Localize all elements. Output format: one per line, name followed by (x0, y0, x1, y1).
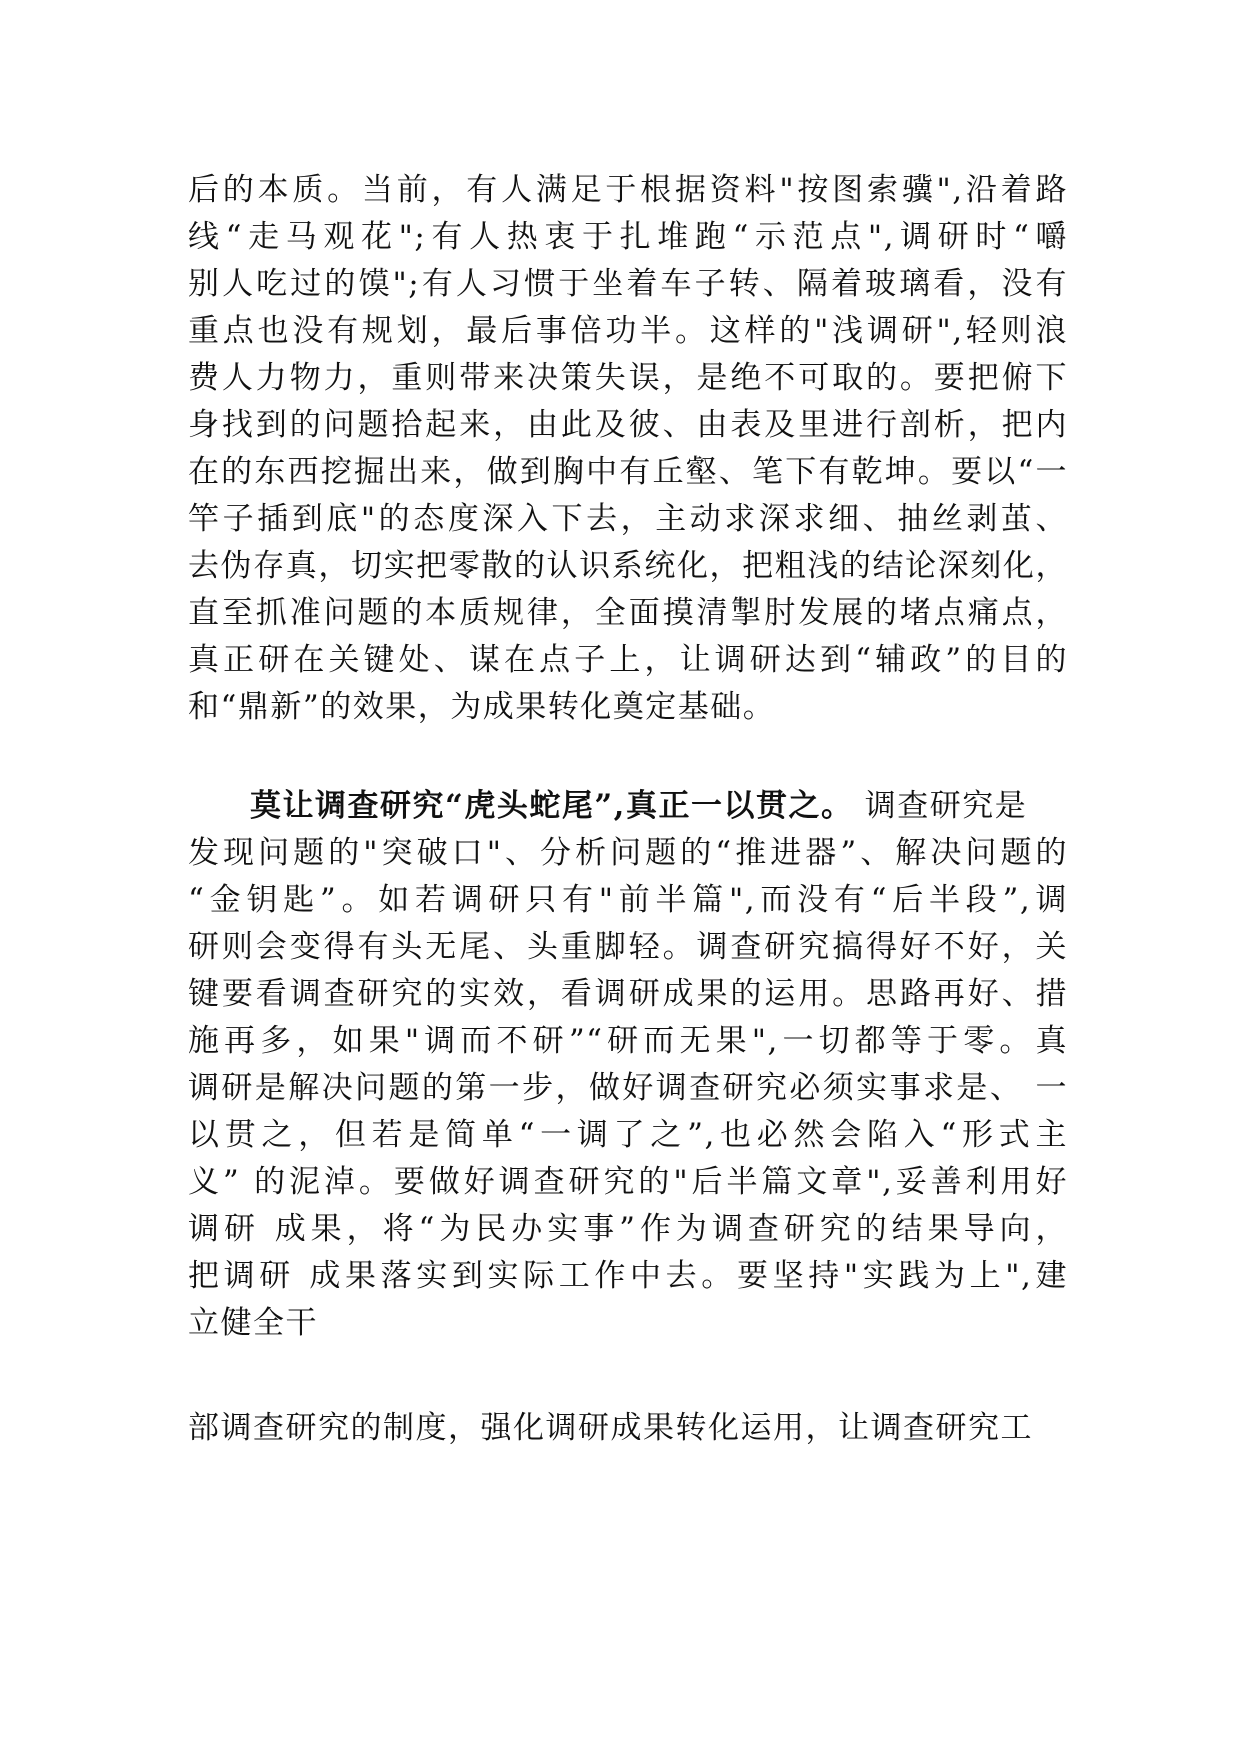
text-line: 线“走马观花";有人热衷于扎堆跑“示范点",调研时“嚼 (188, 219, 1068, 255)
text-line: 调研 成果，将“为民办实事”作为调查研究的结果导向， (188, 1211, 1068, 1247)
text-line: 发现问题的"突破口"、分析问题的“推进器”、解决问题的 (188, 835, 1068, 871)
text-line: 立健全干 (188, 1305, 318, 1341)
text-line: 直至抓准问题的本质规律，全面摸清掣肘发展的堵点痛点， (188, 595, 1068, 631)
text-line: 在的东西挖掘出来，做到胸中有丘壑、笔下有乾坤。要以“一 (188, 454, 1068, 490)
text-line: 身找到的问题拾起来，由此及彼、由表及里进行剖析，把内 (188, 407, 1068, 443)
text-line: “金钥匙”。如若调研只有"前半篇",而没有“后半段”,调 (188, 882, 1068, 918)
text-line: 后的本质。当前，有人满足于根据资料"按图索骥",沿着路 (188, 172, 1068, 208)
text-line: 研则会变得有头无尾、头重脚轻。调查研究搞得好不好，关 (188, 929, 1068, 965)
text-line: 键要看调查研究的实效，看调研成果的运用。思路再好、措 (188, 976, 1068, 1012)
text-line: 费人力物力，重则带来决策失误，是绝不可取的。要把俯下 (188, 360, 1068, 396)
text-line: 重点也没有规划，最后事倍功半。这样的"浅调研",轻则浪 (188, 313, 1068, 349)
paragraph-essence (188, 167, 1068, 731)
section-heading: 莫让调查研究“虎头蛇尾”,真正一以贯之。 (250, 788, 854, 824)
heading-line-rest: 调查研究是 (853, 788, 1028, 824)
text-line: 别人吃过的馍";有人习惯于坐着车子转、隔着玻璃看，没有 (188, 266, 1068, 302)
paragraph-consistency (188, 783, 1068, 1347)
text-line: 把调研 成果落实到实际工作中去。要坚持"实践为上",建 (188, 1258, 1068, 1294)
heading-line (188, 783, 1068, 830)
text-line: 部调查研究的制度，强化调研成果转化运用，让调查研究工 (188, 1410, 1033, 1446)
text-line: 义” 的泥淖。要做好调查研究的"后半篇文章",妥善利用好 (188, 1164, 1068, 1200)
text-line: 以贯之，但若是简单“一调了之”,也必然会陷入“形式主 (188, 1117, 1068, 1153)
text-line: 真正研在关键处、谋在点子上，让调研达到“辅政”的目的 (188, 642, 1068, 678)
text-line: 去伪存真，切实把零散的认识系统化，把粗浅的结论深刻化， (188, 548, 1068, 584)
paragraph-continuation (188, 1405, 1068, 1452)
text-line: 调研是解决问题的第一步，做好调查研究必须实事求是、 一 (188, 1070, 1068, 1106)
text-line: 和“鼎新”的效果，为成果转化奠定基础。 (188, 689, 776, 725)
text-line: 竿子插到底"的态度深入下去，主动求深求细、抽丝剥茧、 (188, 501, 1068, 537)
text-line: 施再多，如果"调而不研”“研而无果",一切都等于零。真 (188, 1023, 1068, 1059)
